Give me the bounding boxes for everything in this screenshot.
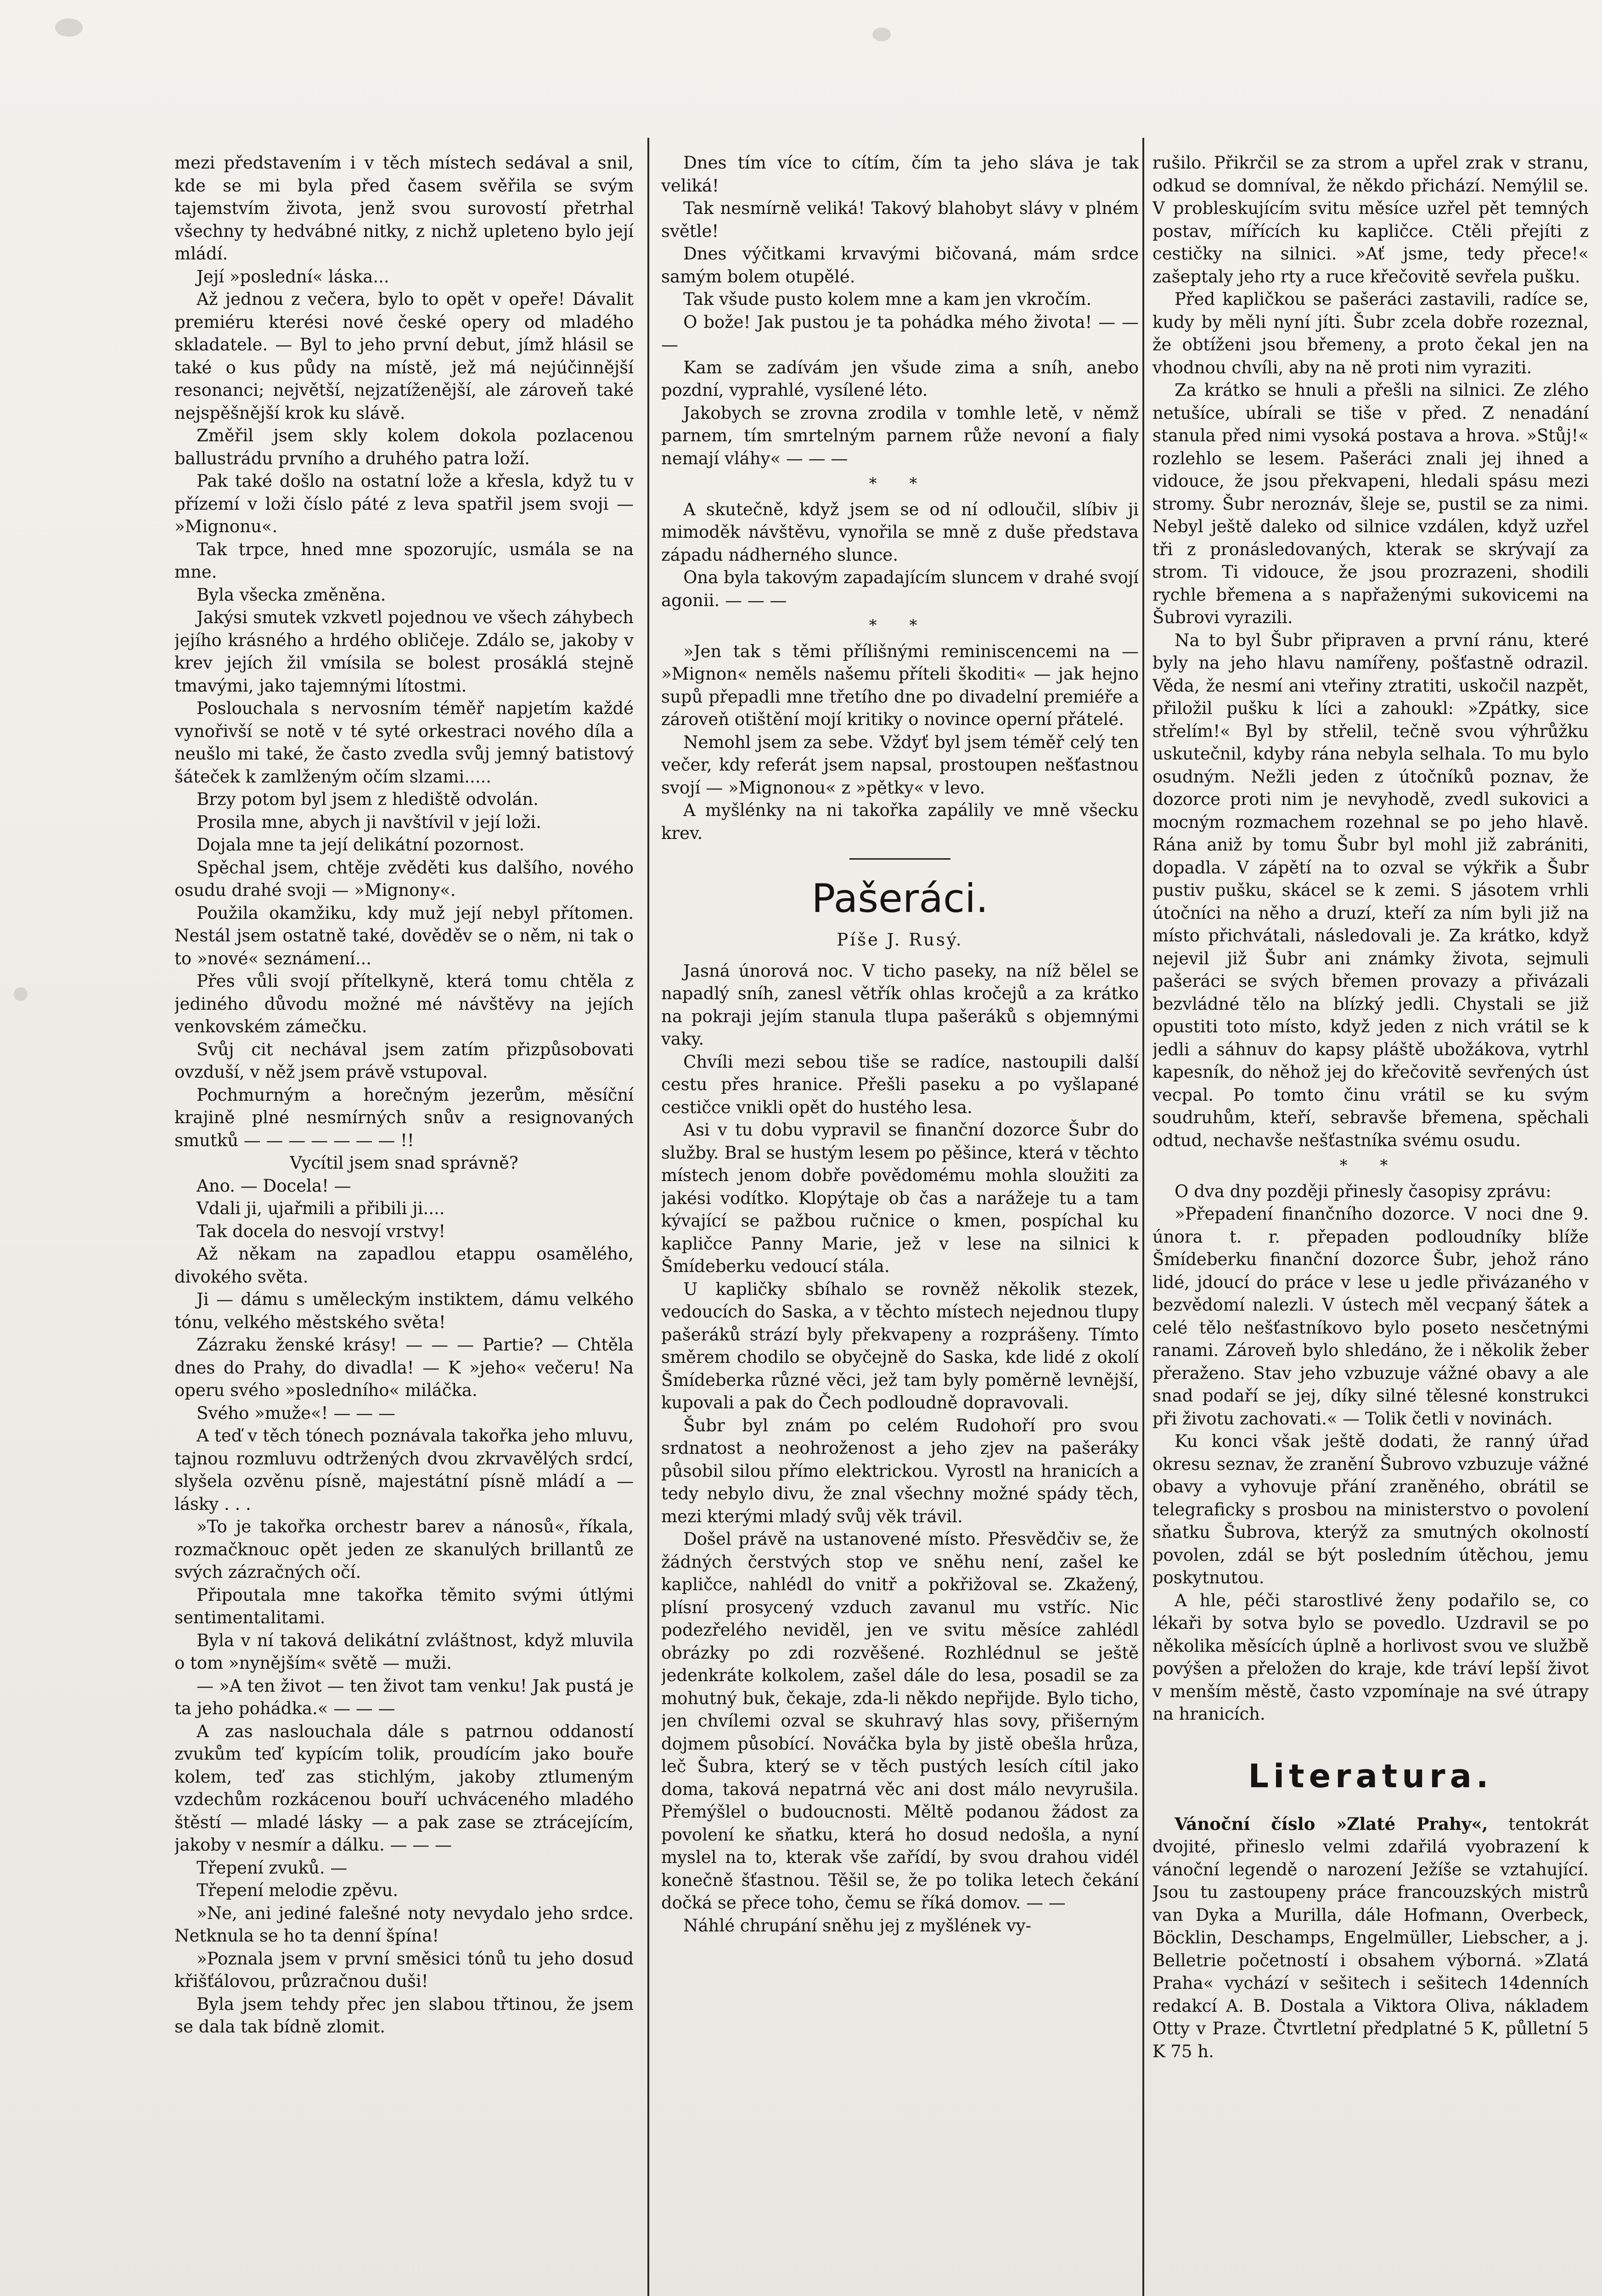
paragraph: Dnes tím více to cítím, čím ta jeho sláva je tak veliká!	[661, 153, 1139, 196]
paragraph: Chvíli mezi sebou tiše se radíce, nastoupili další cestu přes hranice. Přešli paseku a po vyšlapané cestičce vnikli opět do hustého lesa.	[661, 1052, 1139, 1117]
paragraph: Prosila mne, abych ji navštívil v její loži.	[197, 812, 541, 832]
literature-lead: Vánoční číslo »Zlaté Prahy«,	[1175, 1813, 1488, 1834]
paragraph: A teď v těch tónech poznávala takořka jeho mluvu, tajnou rozmluvu odtržených dvou zkrvavělých srdcí, slyšela ozvěnu písně, majestátní písně mládí a — lásky . . .	[174, 1426, 634, 1514]
paragraph: Kam se zadívám jen všude zima a sníh, anebo pozdní, vyprahlé, vysílené léto.	[661, 357, 1139, 400]
paragraph: Až někam na zapadlou etappu osamělého, divokého světa.	[174, 1244, 634, 1287]
paragraph: »Ne, ani jediné falešné noty nevydalo jeho srdce. Netknula se ho ta denní špína!	[174, 1903, 634, 1946]
paragraph: Svého »muže«! — — —	[197, 1403, 395, 1423]
literature-notice	[1152, 1813, 1589, 2063]
paragraph: Brzy potom byl jsem z hlediště odvolán.	[197, 789, 539, 809]
column-2	[661, 152, 1139, 2296]
paragraph: Byla všecka změněna.	[197, 585, 386, 605]
paragraph: Došel právě na ustanovené místo. Přesvědčiv se, že žádných čerstvých stop ve sněhu není, zašel ke kapličce, nahlédl do vnitř a pokřižoval se. Zkažený, plísní prosycený vzduch zavanul mu vstříc. Nic podezřelého neviděl, jen ve svitu měsíce zahlédl obrázky po zdi rozvěšené. Rozhlédnul se ještě jedenkráte kolkolem, zašel dále do lesa, posadil se za mohutný buk, čekaje, zda-li někdo nepřijde. Bylo ticho, jen chvílemi ozval se skuhravý hlas sovy, přišerným dojmem působící. Nováčka byla by jistě obešla hrůza, leč Šubra, který se v těch pustých lesích cítil jako doma, taková nepatrná věc ani dost málo nevyrušila. Přemýšlel o budoucnosti. Měltě podanou žádost za povolení ke sňatku, která ho dosud nedošla, a nyní myslel na to, kterak vše zařídí, by svou drahou vidél konečně šťastnou. Těšil se, že po tolika letech čekání dočká se přece toho, čemu se říká domov. — —	[661, 1529, 1139, 1913]
paragraph: Svůj cit nechával jsem zatím přizpůsobovati ovzduší, v něž jsem právě vstupoval.	[174, 1039, 634, 1082]
paragraph: Nemohl jsem za sebe. Vždyť byl jsem téměř celý ten večer, kdy referát jsem napsal, prostoupen nešťastnou svojí — »Mignonou« z »pětky« v levo.	[661, 732, 1139, 798]
separator-line	[849, 858, 950, 860]
ink-speck	[14, 987, 28, 1001]
paragraph: O dva dny později přinesly časopisy zprávu:	[1175, 1181, 1551, 1201]
paragraph: Šubr byl znám po celém Rudohoří pro svou srdnatost a neohroženost a jeho zjev na pašeráky působil silou přímo elektrickou. Vyrostl na hranicích a tedy nebylo divu, že znal všechny možné spády těch, mezi kterými mladý svůj věk trávil.	[661, 1415, 1139, 1526]
paragraph: Tak docela do nesvojí vrstvy!	[197, 1221, 446, 1241]
paragraph: Za krátko se hnuli a přešli na silnici. Ze zlého netušíce, ubírali se tiše v před. Z nenadání stanula před nimi vysoká postava a hrova. »Stůj!« rozlehlo se lesem. Pašeráci znali jej ihned a vidouce, že jsou překvapeni, hledali spásu mezi stromy. Šubr neroznáv, šleje se, pustil se za nimi. Nebyl ještě daleko od silnice vzdálen, když uzřel tři z pronásledovaných, kterak se skrývají za strom. Ti vidouce, že jsou prozrazeni, shodili rychle břemena a s napřaženými sukovicemi na Šubrovi vyrazili.	[1152, 380, 1589, 627]
paragraph: Až jednou z večera, bylo to opět v opeře! Dávalit premiéru kterési nové české opery od mladého skladatele. — Byl to jeho první debut, jímž hlásil se také o kus půdy na místě, jež má nejúčinnější resonanci; největší, nejzatíženější, ale zároveň také nejspěšnější krok ku slávě.	[174, 289, 634, 423]
paragraph: Před kapličkou se pašeráci zastavili, radíce se, kudy by měli nyní jíti. Šubr zcela dobře rozeznal, že obtíženi jsou břemeny, a proto čekal jen na vhodnou chvíli, aby na ně proti nim vyraziti.	[1152, 289, 1589, 377]
section-stars: * *	[1339, 1156, 1402, 1175]
paragraph: Ku konci však ještě dodati, že ranný úřad okresu seznav, že zranění Šubrovo vzbuzuje vážné obavy a vyhovuje přání zraněného, obrátil se telegraficky s prosbou na ministerstvo o povolení sňatku Šubrova, kterýž za smutných okolností povolen, zdál se být posledním útěchou, jemu poskytnutou.	[1152, 1431, 1589, 1587]
paragraph: Použila okamžiku, kdy muž její nebyl přítomen. Nestál jsem ostatně také, dověděv se o něm, ni tak o to »nové« seznámení...	[174, 903, 634, 968]
paragraph: Pochmurným a horečným jezerům, měsíční krajině plné nesmírných snův a resignovaných smutků — — — — — — — !!	[174, 1085, 634, 1150]
paragraph: Byla jsem tehdy přec jen slabou třtinou, že jsem se dala tak bídně zlomit.	[174, 1994, 634, 2037]
paragraph: A skutečně, když jsem se od ní odloučil, slíbiv ji mimoděk návštěvu, vynořila se mně z duše představa západu nádherného slunce.	[661, 499, 1139, 565]
paragraph: Dnes výčitkami krvavými bičovaná, mám srdce samým bolem otupělé.	[661, 244, 1139, 287]
paragraph: »Jen tak s těmi přílišnými reminiscencemi na — »Mignon« neměls našemu příteli škoditi« — jak hejno supů přepadli mne třetího dne po divadelní premiéře a zároveň otištění mojí kritiky o novince operní přátelé.	[661, 641, 1139, 729]
paragraph: »Poznala jsem v první směsici tónů tu jeho dosud křišťálovou, průzračnou duši!	[174, 1948, 634, 1991]
paragraph: Jakobych se zrovna zrodila v tomhle letě, v němž parnem, tím smrtelným parnem růže nevoní a fialy nemají vláhy« — — —	[661, 403, 1139, 468]
paragraph: »To je takořka orchestr barev a nánosů«, říkala, rozmačknouc opět jeden ze skanulých brillantů ze svých zázračných očí.	[174, 1517, 634, 1582]
paragraph: Zázraku ženské krásy! — — — Partie? — Chtěla dnes do Prahy, do divadla! — K »jeho« večeru! Na operu svého »posledního« miláčka.	[174, 1335, 634, 1400]
paragraph: Dojala mne ta její delikátní pozornost.	[197, 835, 525, 855]
paragraph: Spěchal jsem, chtěje zvěděti kus dalšího, nového osudu drahé svoji — »Mignony«.	[174, 857, 634, 900]
column-rule	[647, 138, 649, 2296]
paragraph: Náhlé chrupání sněhu jej z myšlének vy-	[683, 1915, 1031, 1936]
paragraph: Vdali ji, ujařmili a přibili ji....	[197, 1199, 445, 1218]
article-title: Pašeráci.	[811, 876, 989, 922]
paragraph: O bože! Jak pustou je ta pohádka mého života! — — —	[661, 312, 1139, 355]
paragraph: Ji — dámu s uměleckým instiktem, dámu velkého tónu, velkého městského světa!	[174, 1289, 634, 1332]
paragraph: mezi představením i v těch místech sedával a snil, kde se mi byla před časem svěřila se svým tajemstvím života, jenž svou surovostí přetrhal všechny ty hedvábné nitky, z nichž upleteno bylo její mládí.	[174, 153, 634, 264]
paragraph: U kapličky sbíhalo se rovněž několik stezek, vedoucích do Saska, a v těchto místech nejednou tlupy pašeráků strází byly překvapeny a rozprášeny. Tímto směrem chodilo se obyčejně do Saska, kde lidé z okolí Šmídeberka různé věci, jež tam byly poměrně levnější, kupovali a pak do Čech podloudně dopravovali.	[661, 1279, 1139, 1412]
paragraph: A myšlénky na ni takořka zapálily ve mně všecku krev.	[661, 800, 1139, 843]
paragraph: Její »poslední« láska...	[197, 266, 389, 287]
column-1	[174, 152, 634, 2296]
ink-speck	[872, 28, 891, 41]
paragraph: Ano. — Docela! —	[197, 1176, 351, 1196]
literature-text: tentokrát dvojité, přineslo velmi zdařilá vyobrazení k vánoční legendě o narození Ježíše se vztahující. Jsou tu zastoupeny práce francouzských mistrů van Dyka a Murilla, dále Hofmann, Overbeck, Böcklin, Deschamps, Engelmüller, Liebscher, a j. Belletrie početností i obsahem výborná. »Zlatá Praha« vychází v sešitech i sešitech 14denních redakcí A. B. Dostala a Viktora Oliva, nákladem Otty v Praze. Čtvrtletní předplatné 5 K, půlletní 5 K 75 h.	[1152, 1814, 1589, 2061]
column-3	[1152, 152, 1589, 2296]
paragraph: Změřil jsem skly kolem dokola pozlacenou ballustrádu prvního a druhého patra loží.	[174, 426, 634, 468]
paragraph: Asi v tu dobu vypravil se finanční dozorce Šubr do služby. Bral se hustým lesem po pěšince, která v těchto místech jenom dobře povědomému mohla sloužiti za jakési vodítko. Klopýtaje ob čas a narážeje tu a tam kývající se pažbou ručnice o kmen, pospíchal ku kapličce Panny Marie, jež v lese na silnici k Šmídeberku vedoucí stála.	[661, 1120, 1139, 1276]
paragraph: Poslouchala s nervosním téměř napjetím každé vynořivší se notě v té syté orkestraci nového díla a neušlo mi také, že často zvedla svůj jemný batistový šáteček k zamlženým očím slzami.....	[174, 698, 634, 787]
paragraph: »Přepadení finančního dozorce. V noci dne 9. února t. r. přepaden podloudníky blíže Šmídeberku finanční dozorce Šubr, jehož ráno lidé, jdoucí do práce v lese u jedle přivázaného v bezvědomí nalezli. V ústech měl vecpaný šátek a celé tělo nešťastníkovo bylo poseto nesčetnými ranami. Zároveň bylo shledáno, že i několik žeber přeraženo. Stav jeho vzbuzuje vážné obavy a ale snad podaří se jej, díky silné tělesné konstrukci při životu zachovati.« — Tolik četli v novinách.	[1152, 1204, 1589, 1429]
paragraph: Přes vůli svojí přítelkyně, která tomu chtěla z jediného důvodu možné mé návštěvy na jejích venkovském zámečku.	[174, 971, 634, 1036]
paragraph: A hle, péči starostlivé ženy podařilo se, co lékaři by sotva bylo se povedlo. Uzdravil se po několika měsících úplně a horlivost svou ve službě povýšen a přeložen do kraje, kde tráví lepší život v menším městě, často vzpomínaje na své útrapy na hranicích.	[1152, 1590, 1589, 1724]
paragraph: Třepení melodie zpěvu.	[197, 1880, 399, 1900]
section-stars: * *	[869, 616, 931, 635]
paragraph: Tak trpce, hned mne spozorujíc, usmála se na mne.	[174, 539, 634, 582]
paragraph: rušilo. Přikrčil se za strom a upřel zrak v stranu, odkud se domníval, že někdo přichází. Nemýlil se. V probleskujícím svitu měsíce uzřel pět temných postav, mířících ku kapličce. Ctěli přejíti z cestičky na silnici. »Ať jsme, tedy přece!« zašeptaly jeho rty a ruce křečovitě sevřela pušku.	[1152, 153, 1589, 287]
paragraph: Ona byla takovým zapadajícím sluncem v drahé svojí agonii. — — —	[661, 568, 1139, 610]
paragraph: Vycítil jsem snad správně?	[290, 1153, 518, 1173]
column-rule	[1142, 138, 1144, 2296]
paragraph: Jakýsi smutek vzkvetl pojednou ve všech záhybech jejího krásného a hrdého obličeje. Zdálo se, jakoby v krev jejích žil vmísila se bolest prosáklá stejně tmavými, jako tajemnými lítostmi.	[174, 608, 634, 696]
ink-speck	[55, 18, 83, 37]
paragraph: Tak všude pusto kolem mne a kam jen vkročím.	[683, 289, 1092, 309]
byline: Píše J. Rusý.	[837, 930, 963, 950]
section-stars: * *	[869, 474, 931, 493]
paragraph: Jasná únorová noc. V ticho paseky, na níž bělel se napadlý sníh, zanesl větřík ohlas kročejů a za krátko na pokraji jejím stanula tlupa pašeráků s objemnými vaky.	[661, 961, 1139, 1049]
paragraph: Třepení zvuků. —	[197, 1857, 348, 1878]
paragraph: Pak také došlo na ostatní lože a křesla, když tu v přízemí v loži číslo páté z leva spatřil jsem svoji — »Mignonu«.	[174, 471, 634, 536]
paragraph: Tak nesmírně veliká! Takový blahobyt slávy v plném světle!	[661, 198, 1139, 241]
paragraph: — »A ten život — ten život tam venku! Jak pustá je ta jeho pohádka.« — — —	[174, 1676, 634, 1718]
paragraph: Připoutala mne takořka těmito svými útlými sentimentalitami.	[174, 1585, 634, 1627]
paragraph: Byla v ní taková delikátní zvláštnost, když mluvila o tom »nynějším« světě — muži.	[174, 1630, 634, 1673]
section-title-literatura: Literatura.	[1248, 1757, 1493, 1795]
paragraph: A zas naslouchala dále s patrnou oddaností zvukům teď kypícím tolik, proudícím jako bouře kolem, teď zas stichlým, jakoby ztlumeným vzdechům rozkácenou bouří uchváceného mladého štěstí — mladé lásky — a pak zase se ztrácejícím, jakoby v nesmír a dálku. — — —	[174, 1721, 634, 1855]
paragraph: Na to byl Šubr připraven a první ránu, které byly na jeho hlavu namířeny, pošťastně odrazil. Věda, že nesmí ani vteřiny ztratiti, uskočil nazpět, přiložil pušku k líci a zahoukl: »Zpátky, sice střelím!« Byl by střelil, tečně svou výhrůžku uskutečnil, kdyby rána nebyla selhala. To mu bylo osudným. Nežli jeden z útočníků poznav, že dozorce proti nim je nevyhodě, zvedl sukovici a mocným rozmachem rozehnal se po jeho hlavě. Rána aniž by tomu Šubr byl mohl již zabrániti, dopadla. V zápětí na to ozval se výkřik a Šubr pustiv pušku, skácel se k zemi. S jásotem vrhli útočníci na něho a druzí, kteří za ním byli již na místo přichvátali, následovali je. Za krátko, když nejevil již Šubr ani známky života, sejmuli pašeráci se svých břemen provazy a přivázali bezvládné tělo na blízký jedli. Chystali se již opustiti toto místo, když jeden z nich vrátil se k jedli a sáhnuv do kapsy pláště ubožákova, vytrhl kapesník, do něhož jej do křečovitě sevřených úst vecpal. Po tomto činu vrátil se ku svým soudruhům, kteří, sebravše břemena, spěchali odtud, nechavše nešťastníka svému osudu.	[1152, 630, 1589, 1150]
